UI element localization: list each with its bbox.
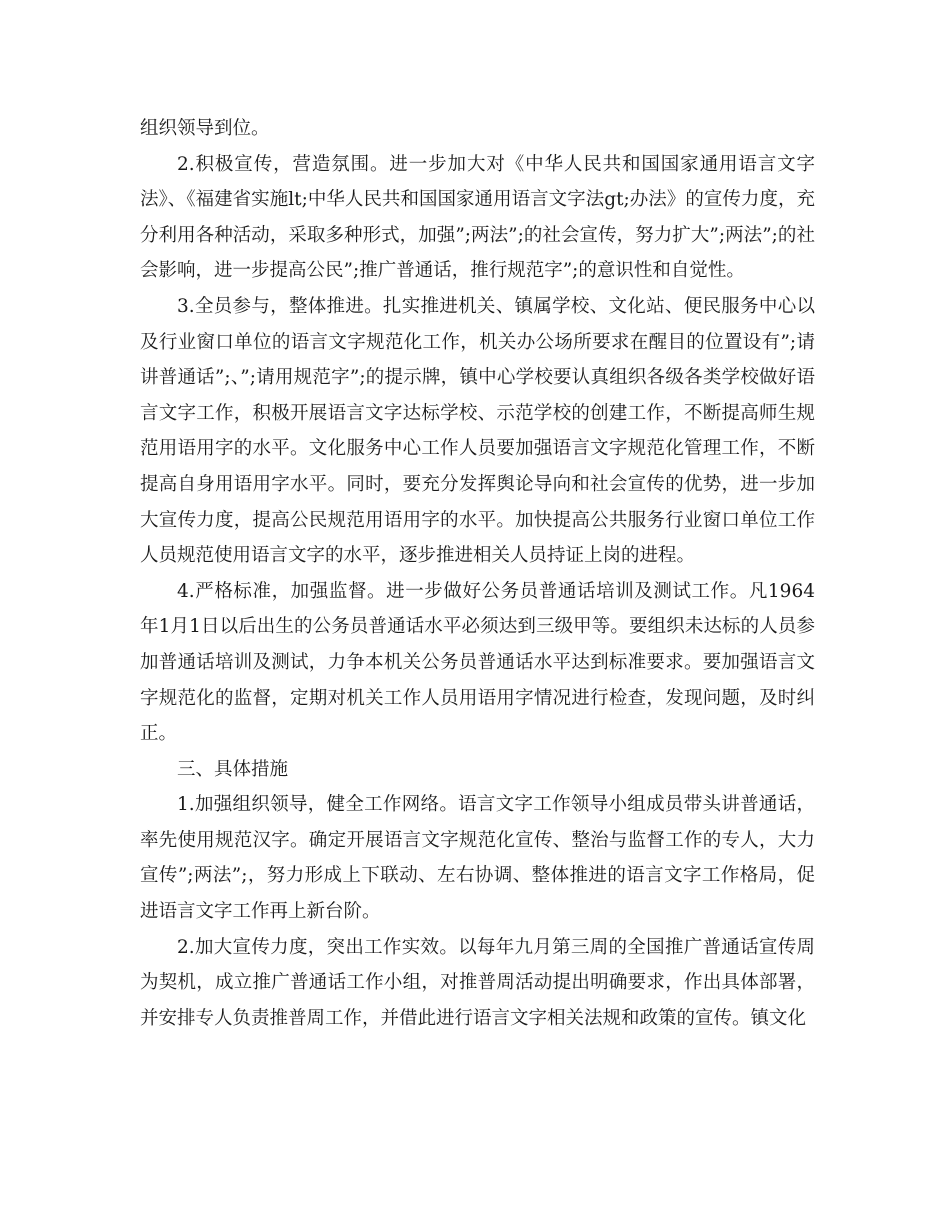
paragraph-leadership: 1.加强组织领导，健全工作网络。语言文字工作领导小组成员带头讲普通话，率先使用规范汉字。确定开展语言文字规范化宣传、整治与监督工作的专人，大力宣传”;两法”;，努力形成上下联动、左右协调、整体推进的语言文字工作格局，促进语言文字工作再上新台阶。 (140, 794, 815, 923)
paragraph-publicity: 2.加大宣传力度，突出工作实效。以每年九月第三周的全国推广普通话宣传周为契机，成立推广普通话工作小组，对推普周活动提出明确要求，作出具体部署，并安排专人负责推普周工作，并借此进行语言文字相关法规和政策的宣传。镇文化 (140, 936, 815, 1029)
paragraph-promotion: 2.积极宣传，营造氛围。进一步加大对《中华人民共和国国家通用语言文字法》、《福建省实施lt;中华人民共和国国家通用语言文字法gt;办法》的宣传力度，充分利用各种活动，采取多种形式，加强”;两法”;的社会宣传，努力扩大”;两法”;的社会影响，进一步提高公民”;推广普通话，推行规范字”;的意识性和自觉性。 (140, 153, 815, 282)
section-heading-measures: 三、具体措施 (177, 758, 289, 780)
document-body (140, 111, 815, 1036)
paragraph-participation: 3.全员参与，整体推进。扎实推进机关、镇属学校、文化站、便民服务中心以及行业窗口单位的语言文字规范化工作，机关办公场所要求在醒目的位置设有”;请讲普通话”;、”;请用规范字”;的提示牌，镇中心学校要认真组织各级各类学校做好语言文字工作，积极开展语言文字达标学校、示范学校的创建工作，不断提高师生规范用语用字的水平。文化服务中心工作人员要加强语言文字规范化管理工作，不断提高自身用语用字水平。同时，要充分发挥舆论导向和社会宣传的优势，进一步加大宣传力度，提高公民规范用语用字的水平。加快提高公共服务行业窗口单位工作人员规范使用语言文字的水平，逐步推进相关人员持证上岗的进程。 (140, 295, 815, 567)
paragraph-continuation: 组织领导到位。 (140, 118, 270, 139)
paragraph-standards: 4.严格标准，加强监督。进一步做好公务员普通话培训及测试工作。凡1964年1月1日以后出生的公务员普通话水平必须达到三级甲等。要组织未达标的人员参加普通话培训及测试，力争本机关公务员普通话水平达到标准要求。要加强语言文字规范化的监督，定期对机关工作人员用语用字情况进行检查，发现问题，及时纠正。 (140, 580, 815, 745)
